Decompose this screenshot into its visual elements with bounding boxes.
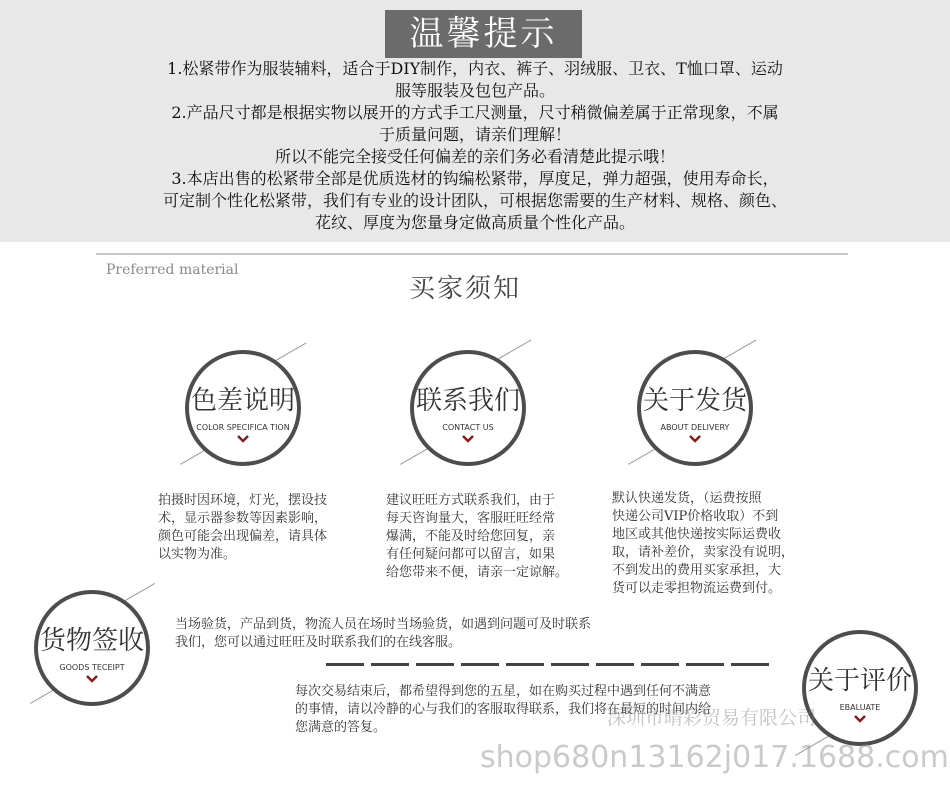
notice-line: 1.松紧带作为服装辅料，适合于DIY制作，内衣、裤子、羽绒服、卫衣、T恤口罩、运动 [167, 59, 783, 78]
evaluate-badge [802, 630, 918, 746]
notice-text [0, 58, 950, 234]
notice-line: 花纹、厚度为您量身定做高质量个性化产品。 [314, 213, 635, 232]
chevron-down-icon [237, 435, 249, 443]
dash-divider [326, 663, 776, 667]
badge-subtitle: CONTACT US [442, 423, 494, 432]
badge-subtitle: GOODS TECEIPT [59, 663, 125, 672]
notice-line: 所以不能完全接受任何偏差的亲们务必看清楚此提示哦！ [274, 147, 675, 166]
divider [96, 253, 848, 255]
section-title: 买家须知 [408, 274, 521, 304]
receipt-badge [34, 590, 150, 706]
chevron-down-icon [854, 715, 866, 723]
notice-line: 可定制个性化松紧带，我们有专业的设计团队，可根据您需要的生产材料、规格、颜色、 [162, 191, 787, 210]
badge-subtitle: COLOR SPECIFICA TION [196, 423, 290, 432]
badge-title: 货物签收 [39, 626, 144, 656]
company-watermark: 深圳市晴彩贸易有限公司 [607, 707, 817, 729]
badge-title: 关于发货 [642, 386, 747, 416]
chevron-down-icon [86, 675, 98, 683]
badge-title: 关于评价 [807, 666, 912, 696]
notice-line: 3.本店出售的松紧带全部是优质选材的钩编松紧带，厚度足，弹力超强，使用寿命长， [171, 169, 779, 188]
contact-text: 建议旺旺方式联系我们，由于 每天咨询量大，客服旺旺经常 爆满，不能及时给您回复，亲 有任何疑问都可以留言，如果 给您带来不便，请亲一定谅解。 [386, 493, 569, 580]
chevron-down-icon [689, 435, 701, 443]
contact-badge [410, 350, 526, 466]
evaluate-text: 每次交易结束后，都希望得到您的五星，如在购买过程中遇到任何不满意 的事情，请以冷静的心与我们的客服取得联系，我们将在最短的时间内给 您满意的答复。 [295, 684, 712, 735]
badge-subtitle: EBALUATE [839, 703, 881, 712]
notice-line: 于质量问题，请亲们理解！ [378, 125, 571, 144]
color-spec-text: 拍摄时因环境，灯光，摆设技 术，显示器参数等因素影响， 颜色可能会出现偏差，请具体 以实物为准。 [158, 493, 328, 562]
receipt-text: 当场验货，产品到货，物流人员在场时当场验货，如遇到问题可及时联系 我们，您可以通过旺旺及时联系我们的在线客服。 [175, 617, 592, 650]
preferred-label: Preferred material [106, 262, 239, 278]
delivery-text: 默认快递发货，（运费按照 快递公司VIP价格收取）不到 地区或其他快递按实际运费收 取，请补差价，卖家没有说明， 不到发出的费用买家承担，大 货可以走零担物流运费到付。 [612, 491, 795, 596]
delivery-badge [637, 350, 753, 466]
badge-subtitle: ABOUT DELIVERY [660, 423, 730, 432]
color-spec-badge [185, 350, 301, 466]
chevron-down-icon [462, 435, 474, 443]
notice-line: 2.产品尺寸都是根据实物以展开的方式手工尺测量，尺寸稍微偏差属于正常现象，不属 [171, 103, 779, 122]
badge-title: 联系我们 [415, 386, 520, 416]
notice-title: 温馨提示 [385, 10, 582, 58]
badge-title: 色差说明 [190, 386, 295, 416]
notice-line: 服等服装及包包产品。 [394, 81, 555, 100]
shop-url-watermark: shop680n13162j017.1688.com [480, 740, 949, 775]
